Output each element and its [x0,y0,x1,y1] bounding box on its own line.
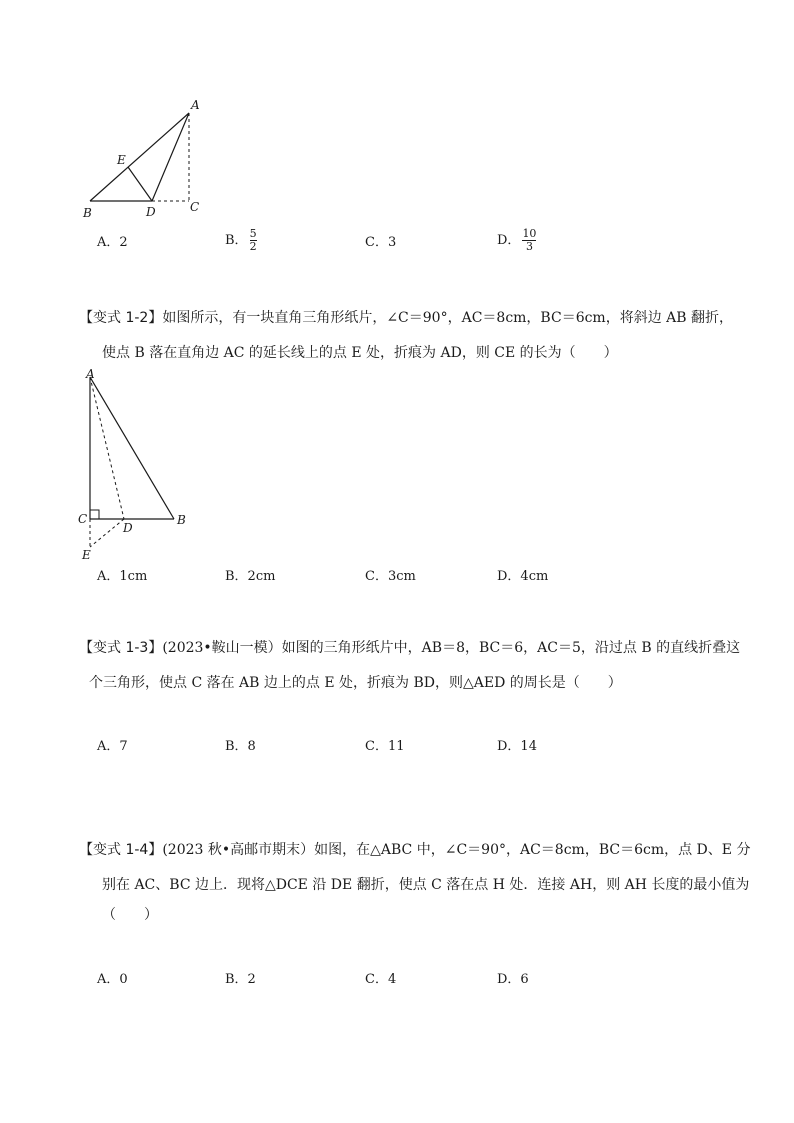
q4-line-1: 【变式 1-4】(2023 秋•高邮市期末）如图，在△ABC 中，∠C＝90°，AC＝8cm，BC＝6cm，点 D、E 分 [79,842,751,858]
q1-option-c[interactable]: C．3 [365,235,397,250]
right-angle-mark [90,510,99,519]
q4-line-2: 别在 AC、BC 边上．现将△DCE 沿 DE 翻折，使点 C 落在点 H 处．连接 AH，则 AH 长度的最小值为 [102,877,750,893]
fraction-10-over-3: $\frac{10}{3}$ [522,227,537,253]
q3-option-a[interactable]: A．7 [97,739,128,754]
label-D: D [123,521,133,535]
q2-option-d[interactable]: D．4cm [497,569,549,584]
q3-option-c[interactable]: C．11 [365,739,405,754]
q3-tag: 【变式 1-3】 [79,640,163,656]
q2-line-2: 使点 B 落在直角边 AC 的延长线上的点 E 处，折痕为 AD，则 CE 的长为（ ） [102,345,618,361]
q1-option-d[interactable]: D． $\frac{10}{3}$ [497,227,537,253]
q2-option-b[interactable]: B．2cm [225,569,276,584]
label-E: E [82,548,91,562]
label-A: A [86,367,95,381]
q3-option-b[interactable]: B．8 [225,739,256,754]
segment-BA [90,113,189,201]
label-E: E [117,153,126,167]
q3-line-2: 个三角形，使点 C 落在 AB 边上的点 E 处，折痕为 BD，则△AED 的周长是（ ） [89,675,622,691]
q2-tag: 【变式 1-2】 [79,310,163,326]
fraction-5-over-2: $\frac{5}{2}$ [249,227,257,253]
q1-option-b[interactable]: B． $\frac{5}{2}$ [225,227,257,253]
q4-option-b[interactable]: B．2 [225,972,256,987]
q2-option-a[interactable]: A．1cm [97,569,148,584]
q3-option-d[interactable]: D．14 [497,739,537,754]
label-B: B [177,513,186,527]
label-C: C [190,200,200,214]
q4-option-a[interactable]: A．0 [97,972,128,987]
figure-1-diagram [80,95,220,225]
segment-DE-dashed [90,519,124,547]
label-C: C [78,512,88,526]
q2-line-1: 【变式 1-2】如图所示，有一块直角三角形纸片，∠C＝90°，AC＝8cm，BC＝6cm，将斜边 AB 翻折， [79,310,734,326]
segment-AD-dashed [90,377,124,519]
figure-2-diagram [76,365,196,565]
segment-AD [152,113,189,201]
label-B: B [83,206,92,220]
q3-line-1: 【变式 1-3】(2023•鞍山一模）如图的三角形纸片中，AB＝8，BC＝6，AC＝5，沿过点 B 的直线折叠这 [79,640,741,656]
q1-option-a[interactable]: A．2 [97,235,128,250]
segment-AB [90,377,174,519]
q4-option-d[interactable]: D．6 [497,972,529,987]
q2-option-c[interactable]: C．3cm [365,569,416,584]
q4-tag: 【变式 1-4】 [79,842,163,858]
segment-ED [128,167,152,201]
label-A: A [191,98,200,112]
q4-line-3: （ ） [102,907,158,923]
label-D: D [146,205,156,219]
q4-option-c[interactable]: C．4 [365,972,397,987]
